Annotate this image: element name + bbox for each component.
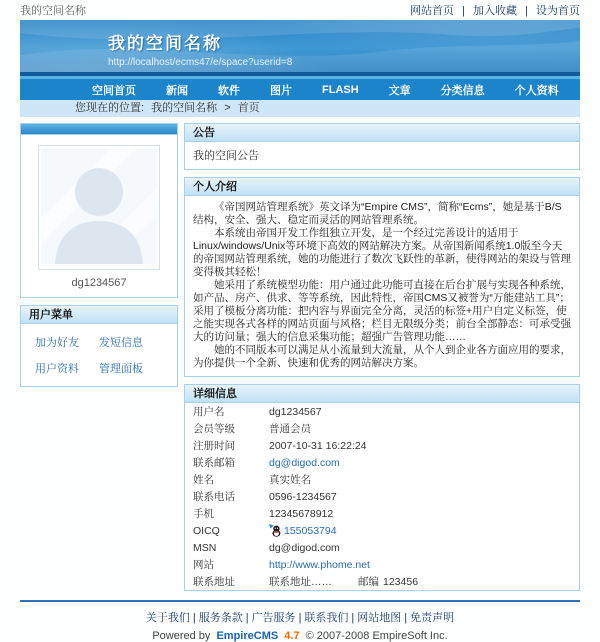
breadcrumb-separator: >	[224, 102, 231, 114]
detail-label: 手机	[193, 508, 214, 520]
topbar-link-site-home[interactable]: 网站首页	[410, 5, 455, 17]
topbar-link-set-homepage[interactable]: 设为首页	[536, 5, 580, 17]
separator: |	[404, 612, 408, 624]
breadcrumb-space-link[interactable]: 我的空间名称	[151, 102, 218, 114]
intro-paragraph: 她采用了系统模型功能：用户通过此功能可直接在后台扩展与实现各种系统，如产品、房产、供求、等等系统，因此特性，帝国CMS又被誉为“万能建站工具”；采用了模板分离功能：把内容与界面完全分离，灵活的标签+用户自定义标签，使之能实现各式各样的网站页面与风格；栏目无限级分类；前台全部静态：可承受强大的访问量；强大的信息采集功能；超强广告管理功能……	[193, 279, 571, 343]
avatar-wrap	[21, 135, 177, 274]
intro-paragraph: 她的不同版本可以满足从小流量到大流量，从个人到企业各方面应用的要求，为你提供一个全新、快速和优秀的网站解决方案。	[193, 344, 571, 369]
detail-row-username	[185, 403, 579, 420]
nav-item-pictures[interactable]: 图片	[270, 84, 292, 97]
user-menu-panel	[20, 305, 178, 387]
detail-row-msn	[185, 539, 579, 556]
intro-panel	[184, 177, 580, 377]
detail-row-oicq	[185, 522, 579, 539]
detail-label: 联系电话	[193, 491, 235, 503]
space-title: 我的空间名称	[108, 34, 222, 53]
detail-row-address	[185, 573, 579, 590]
email-link[interactable]: dg@digod.com	[269, 456, 340, 469]
separator: |	[525, 5, 528, 17]
detail-row-mobile	[185, 505, 579, 522]
detail-row-member-level	[185, 420, 579, 437]
footer-link-about-us[interactable]: 关于我们	[145, 612, 190, 624]
zipcode-value: 123456	[383, 575, 419, 588]
username: dg1234567	[71, 277, 127, 289]
breadcrumb-prefix: 您现在的位置:	[75, 102, 145, 114]
detail-value: dg@digod.com	[269, 541, 340, 554]
copyright-text: © 2007-2008 EmpireSoft Inc.	[305, 630, 448, 642]
detail-label: 注册时间	[193, 440, 235, 452]
announcement-panel	[184, 123, 580, 170]
profile-card	[20, 123, 178, 298]
topbar-link-add-favorite[interactable]: 加入收藏	[473, 5, 518, 17]
nav-item-news[interactable]: 新闻	[166, 84, 188, 97]
detail-label: 姓名	[193, 474, 214, 486]
avatar-frame	[38, 145, 160, 270]
banner-content	[20, 20, 580, 68]
nav-item-flash[interactable]: FLASH	[322, 83, 359, 96]
nav-item-profile[interactable]: 个人资料	[514, 84, 559, 97]
announcement-content: 我的空间公告	[193, 150, 259, 162]
separator: |	[462, 5, 465, 17]
main-nav	[20, 76, 580, 100]
nav-item-classified-info[interactable]: 分类信息	[440, 84, 485, 97]
detail-label: 网站	[193, 559, 214, 571]
powered-by-line	[20, 630, 580, 642]
detail-row-website	[185, 556, 579, 573]
details-panel	[184, 384, 580, 591]
footer-link-sitemap[interactable]: 网站地图	[357, 612, 402, 624]
detail-row-email	[185, 454, 579, 471]
content-column	[184, 123, 580, 598]
footer-links	[20, 609, 580, 625]
nav-item-space-home[interactable]: 空间首页	[92, 84, 136, 97]
profile-card-header-strip	[21, 124, 177, 135]
user-menu-title: 用户菜单	[21, 306, 177, 324]
detail-value: 普通会员	[269, 423, 311, 435]
detail-label: MSN	[193, 541, 217, 554]
top-utility-bar	[20, 0, 580, 20]
detail-row-register-time	[185, 437, 579, 454]
detail-label: 联系邮箱	[193, 457, 235, 469]
menu-item-send-message[interactable]: 发短信息	[99, 337, 143, 349]
qq-penguin-icon[interactable]	[269, 524, 282, 537]
detail-label: OICQ	[193, 524, 220, 537]
detail-label: 会员等级	[193, 423, 235, 435]
footer	[20, 600, 580, 642]
announcement-title: 公告	[185, 124, 579, 142]
empirecms-brand: EmpireCMS	[216, 630, 279, 642]
empirecms-version: 4.7	[284, 630, 300, 642]
intro-paragraph: 《帝国网站管理系统》英文译为“Empire CMS”，简称“Ecms”，她是基于B/S结构，安全、强大、稳定而灵活的网站管理系统。	[193, 201, 562, 226]
nav-item-articles[interactable]: 文章	[388, 84, 411, 97]
separator: |	[192, 612, 196, 624]
powered-prefix: Powered by	[152, 630, 211, 642]
separator: |	[351, 612, 355, 624]
intro-content	[185, 196, 579, 376]
separator: |	[298, 612, 302, 624]
menu-item-user-profile[interactable]: 用户资料	[35, 363, 79, 375]
details-title: 详细信息	[185, 385, 579, 403]
separator: |	[245, 612, 249, 624]
zipcode-label: 邮编	[358, 576, 379, 588]
breadcrumb-current: 首页	[237, 102, 260, 114]
detail-value: 联系地址……	[269, 576, 332, 588]
user-menu	[21, 324, 177, 386]
main-content	[20, 117, 580, 598]
intro-paragraph: 本系统由帝国开发工作组独立开发，是一个经过完善设计的适用于Linux/windows/Unix等环境下高效的网站解决方案。从帝国新闻系统1.0版至今天的帝国网站管理系统，她的功能进行了数次飞跃性的革新，使得网站的架设与管理变得极其轻松！	[193, 227, 571, 278]
page	[20, 0, 580, 642]
sidebar	[20, 123, 178, 598]
footer-link-advertising[interactable]: 广告服务	[251, 612, 296, 624]
detail-row-real-name	[185, 471, 579, 488]
menu-item-admin-panel[interactable]: 管理面板	[99, 363, 143, 375]
footer-link-contact-us[interactable]: 联系我们	[304, 612, 349, 624]
detail-label: 联系地址	[193, 576, 235, 588]
nav-item-software[interactable]: 软件	[218, 84, 240, 97]
detail-label: 用户名	[193, 406, 225, 418]
detail-row-phone	[185, 488, 579, 505]
space-banner	[20, 20, 580, 76]
detail-value: 0596-1234567	[269, 490, 337, 503]
footer-link-terms[interactable]: 服务条款	[198, 612, 243, 624]
detail-value: 真实姓名	[269, 474, 311, 486]
detail-value: 12345678912	[269, 507, 334, 520]
qq-number-link[interactable]: 155053794	[284, 524, 337, 537]
site-name-text: 我的空间名称	[20, 5, 86, 17]
intro-title: 个人介绍	[185, 178, 579, 196]
menu-item-add-friend[interactable]: 加为好友	[35, 337, 79, 349]
space-url: http://localhost/ecms47/e/space?userid=8	[108, 57, 293, 68]
website-link[interactable]: http://www.phome.net	[269, 558, 370, 571]
avatar	[41, 148, 157, 264]
detail-value: 2007-10-31 16:22:24	[269, 439, 367, 452]
topbar-links	[410, 2, 580, 18]
qq-value	[269, 524, 337, 537]
breadcrumb	[20, 100, 580, 117]
detail-value: dg1234567	[269, 405, 322, 418]
footer-link-disclaimer[interactable]: 免责声明	[410, 612, 455, 624]
